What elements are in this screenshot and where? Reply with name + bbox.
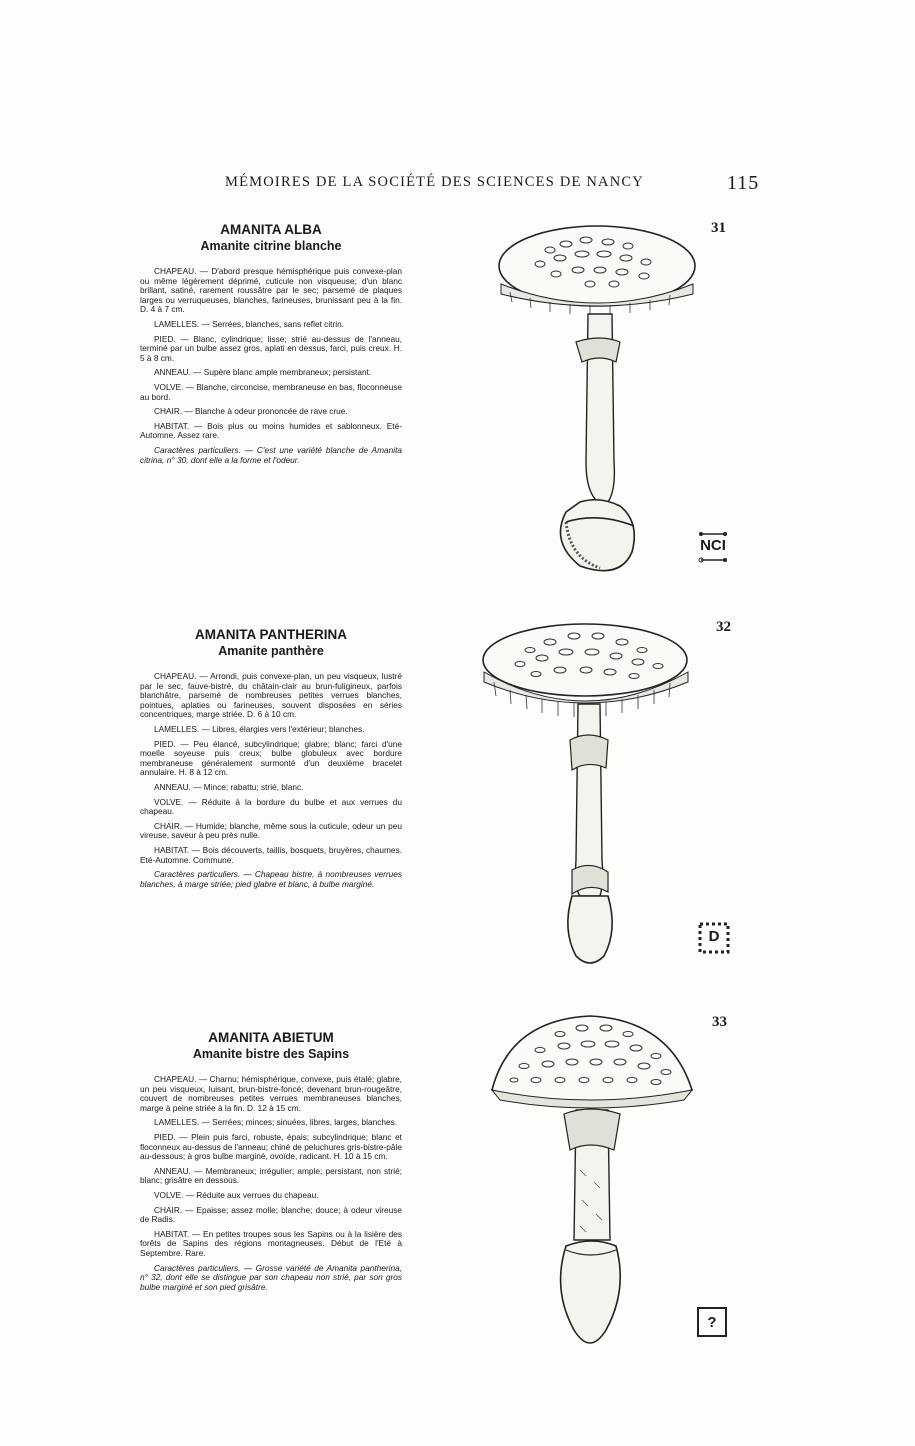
page-header <box>0 172 915 196</box>
description-habitat: HABITAT. — En petites troupes sous les Sapins ou à la lisière des forêts de Sapins des régions montagneuses. Début de l'Eté à Septembre. Rare. <box>140 1228 402 1258</box>
description-lamelles: LAMELLES. — Serrées, blanches, sans reflet citrin. <box>154 318 344 329</box>
species-entry-amanita-abietum <box>140 1030 402 1297</box>
description-chapeau: CHAPEAU. — D'abord presque hémisphérique puis convexe-plan ou même légèrement déprimé, cuticule non visqueuse; d'un blanc brillant, satiné, rarement roussâtre par le sec; parsemé de plaques larges ou verruqueuses, blanches, farineuses, brunissant peu à la fin. D. 4 à 7 cm. <box>140 266 402 315</box>
description-caracteres: Caractères particuliers. — Chapeau bistre, à nombreuses verrues blanches, à marge striée; pied glabre et blanc, à bulbe marginé. <box>140 869 402 889</box>
species-title: AMANITA PANTHERINA <box>195 627 347 642</box>
description-anneau: ANNEAU. — Membraneux; irrégulier; ample; persistant, non strié; blanc; grisâtre en dessous. <box>140 1165 402 1186</box>
description-caracteres: Caractères particuliers. — C'est une variété blanche de Amanita citrina, n° 30, dont elle a la forme et l'odeur. <box>140 444 402 465</box>
description-chair: CHAIR. — Blanche à odeur prononcée de rave crue. <box>154 406 348 417</box>
description-volve: VOLVE. — Blanche, circoncise, membraneuse en bas, floconneuse au bord. <box>140 381 402 402</box>
figure-number-33: 33 <box>712 1014 727 1030</box>
description-chair: CHAIR. — Humide; blanche, même sous la cuticule, odeur un peu vireuse, saveur à peu près nulle. <box>140 820 402 841</box>
description-habitat: HABITAT. — Bois découverts, taillis, bosquets, bruyères, chaumes. Eté-Automne. Commune. <box>140 844 402 865</box>
description-chapeau: CHAPEAU. — Charnu; hémisphérique, convexe, puis étalé; glabre, un peu visqueux, luisant, brun-bistre-foncé; devenant brun-rougeâtre, couvert de nombreuses petites verrues membraneuses blanches, marge à peine striée à la fin. D. 12 à 15 cm. <box>140 1074 402 1113</box>
badge-label: NCI <box>700 537 726 554</box>
description-volve: VOLVE. — Réduite à la bordure du bulbe et aux verrues du chapeau. <box>140 796 402 817</box>
mushroom-illustration-32 <box>470 620 710 975</box>
badge-label: ? <box>707 1314 717 1331</box>
mushroom-illustration-33 <box>470 1010 710 1400</box>
species-common-name: Amanite citrine blanche <box>200 239 342 253</box>
mushroom-illustration-31 <box>470 222 710 582</box>
description-pied: PIED. — Plein puis farci, robuste, épais; subcylindrique; blanc et floconneux au-dessus de l'anneau; chiné de peluchures gris-bistre-pâle au-dessous; à gros bulbe marginé, ovoïde, radicant. H. 10 à 15 cm. <box>140 1131 402 1162</box>
description-anneau: ANNEAU. — Mince; rabattu; strié, blanc. <box>154 781 304 792</box>
description-habitat: HABITAT. — Bois plus ou moins humides et sablonneux. Eté-Automne. Assez rare. <box>140 420 402 441</box>
description-lamelles: LAMELLES. — Libres, élargies vers l'extérieur; blanches. <box>154 723 365 734</box>
species-entry-amanita-pantherina <box>140 627 402 894</box>
species-common-name: Amanite bistre des Sapins <box>192 1047 350 1061</box>
figure-number-32: 32 <box>716 619 731 635</box>
description-pied: PIED. — Blanc, cylindrique; lisse; strié au-dessus de l'anneau, terminé par un bulbe assez gros, aplati en dessus, farci, puis creux. H. 5 à 8 cm. <box>140 333 402 363</box>
figure-number-31: 31 <box>711 220 726 236</box>
description-chapeau: CHAPEAU. — Arrondi, puis convexe-plan, un peu visqueux, lustré par le sec, fauve-bistré, du châtain-clair au brun-fuligineux, parfois blanchâtre, parsemé de nombreuses petites verrues blanches, pointues, aplaties ou farineuses, souvent disposées en séries concentriques, marge striée. D. 6 à 10 cm. <box>140 671 402 720</box>
description-lamelles: LAMELLES. — Serrées; minces; sinuées, libres, larges, blanches. <box>154 1117 398 1128</box>
page-number: 115 <box>727 172 760 194</box>
description-anneau: ANNEAU. — Supère blanc ample membraneux; persistant. <box>154 367 372 378</box>
badge-label: D <box>708 928 720 945</box>
species-entry-amanita-alba <box>140 222 402 470</box>
running-title: MÉMOIRES DE LA SOCIÉTÉ DES SCIENCES DE NANCY <box>225 174 644 190</box>
description-chair: CHAIR. — Epaisse; assez molle; blanche; douce; à odeur vireuse de Radis. <box>140 1204 402 1225</box>
description-caracteres: Caractères particuliers. — Grosse variété de Amanita pantherina, n° 32, dont elle se distingue par son chapeau non strié, par son gros bulbe marginé et son pied grisâtre. <box>140 1262 402 1292</box>
description-volve: VOLVE. — Réduite aux verrues du chapeau. <box>154 1189 319 1200</box>
description-pied: PIED. — Peu élancé, subcylindrique; glabre; blanc; farci d'une moelle soyeuse puis creux; bulbe globuleux avec bordure membraneuse généralement surmonté d'un deuxième bracelet annulaire. H. 8 à 12 cm. <box>140 738 402 778</box>
species-common-name: Amanite panthère <box>218 644 324 658</box>
species-title: AMANITA ALBA <box>220 222 322 237</box>
species-title: AMANITA ABIETUM <box>208 1030 334 1045</box>
